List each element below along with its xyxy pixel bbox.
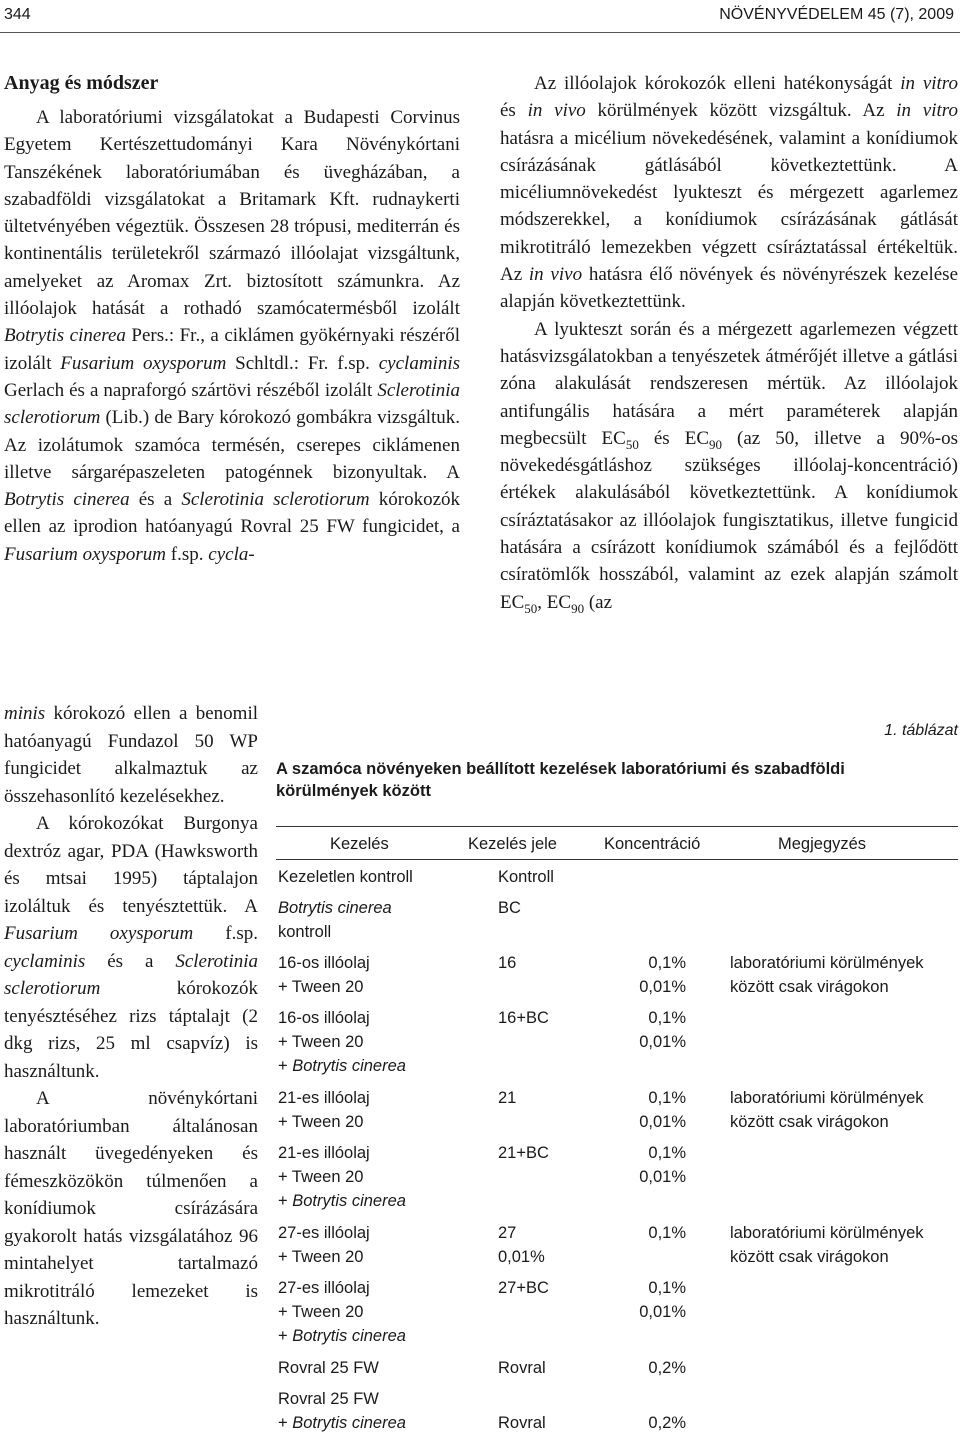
cell-megjegyzes: laboratóriumi körülmények között csak virágokon: [730, 1224, 924, 1266]
table-caption: A szamóca növényeken beállított kezelések laboratóriumi és szabadföldi körülmények között: [276, 760, 845, 800]
table-row: [276, 891, 958, 946]
cell-kezeles: Rovral 25 FW: [278, 1359, 379, 1377]
treatments-table: [276, 826, 958, 1432]
table-row: [276, 1001, 958, 1081]
cell-koncentracio: 0,1%: [648, 1224, 686, 1242]
section-heading: Anyag és módszer: [4, 72, 159, 94]
table-row: [276, 1216, 958, 1271]
species-name: Sclerotinia sclerotiorum: [181, 489, 370, 511]
paragraph-equipment: A növénykórtani laboratóriumban általánosan használt üvegedényeken és fémeszközökön túlmenően a konídiumok csírázására gyakorolt hatás vizsgálatához 96 mintahelyet tartalmazó mikrotitráló lemezeket is használtunk.: [4, 1088, 258, 1329]
left-column: [4, 70, 460, 568]
paragraph-efficacy: Az illóolajok kórokozók elleni hatékonyságát in vitro és in vivo körülmények között vizsgáltuk. Az in vitro hatásra a micélium növekedésének, valamint a konídiumok csírázásának gátlásából következtettünk. A micéliumnövekedést lyukteszt és mérgezett agarlemez módszerekkel, a konídiumok csírázásának gátlását mikrotitráló lemezekben végzett csíráztatással értékeltük. Az in vivo hatásra élő növények és növényrészek kezelése alapján következtettünk.: [500, 73, 959, 313]
species-name: Sclerotinia sclerotiorum: [4, 379, 460, 429]
cell-kezeles: 16-os illóolaj + Tween 20: [278, 954, 370, 996]
cell-koncentracio: [612, 896, 686, 920]
species-name: cycla-: [208, 543, 255, 565]
header-kezeles: Kezelés: [330, 835, 389, 853]
journal-title: NÖVÉNYVÉDELEM 45 (7), 2009: [719, 6, 954, 23]
cell-kezeles-jele: 27+BC: [498, 1279, 549, 1297]
species-name: Botrytis cinerea: [4, 325, 126, 347]
cell-megjegyzes: [730, 1387, 958, 1411]
cell-koncentracio: 0,1% 0,01%: [639, 954, 686, 996]
cell-kezeles: Botrytis cinerea kontroll: [278, 899, 392, 941]
cell-koncentracio: 0,2%: [648, 1359, 686, 1377]
cell-kezeles-jele: 21: [498, 1089, 517, 1107]
cell-koncentracio: 0,1% 0,01%: [639, 1009, 686, 1051]
cell-kezeles-jele: BC: [498, 899, 521, 917]
header-megjegyzes: Megjegyzés: [778, 835, 867, 853]
species-name: Botrytis cinerea: [4, 489, 130, 511]
cell-koncentracio: 0,2%: [648, 1414, 686, 1432]
running-header: [4, 6, 954, 28]
cell-kezeles: 27-es illóolaj + Tween 20: [278, 1224, 370, 1266]
header-kezeles-jele: Kezelés jele: [468, 835, 557, 853]
cell-koncentracio: [612, 865, 686, 889]
cell-kezeles-jele: 16+BC: [498, 1009, 549, 1027]
cell-megjegyzes: [730, 865, 958, 889]
table-row: [276, 1136, 958, 1216]
narrow-column: [4, 700, 258, 1333]
cell-kezeles-jele: 21+BC: [498, 1144, 549, 1162]
header-rule: [0, 32, 960, 33]
cell-megjegyzes: [730, 1006, 958, 1030]
cell-kezeles: 21-es illóolaj + Tween 20 + Botrytis cinerea: [278, 1144, 406, 1210]
species-name: Sclerotinia sclerotiorum: [4, 950, 258, 999]
cell-kezeles: Kezeletlen kontroll: [278, 868, 413, 886]
cell-megjegyzes: laboratóriumi körülmények között csak virágokon: [730, 1089, 924, 1131]
species-name: cyclaminis: [4, 950, 86, 972]
cell-koncentracio: 0,1% 0,01%: [639, 1279, 686, 1321]
paragraph-measurements: A lyukteszt során és a mérgezett agarlemezen végzett hatásvizsgálatokban a tenyészetek átmérőjét illetve a gátlási zóna alakulását rendszeresen mértük. Az illóolajok antifungális hatására a mért paraméterek alapján megbecsült $EC_{50}$ és $EC_{90}$ (az 50, illetve a 90%-os növekedésgátláshoz szükséges illóolaj-koncentráció) értékek alakulásából következtettünk. A konídiumok csíráztatásakor az illóolajok fungisztatikus, illetve fungicid hatására a csírázott konídiumok számából és a fejlődött csíratömlők hosszából, valamint az ezek alapján számolt $EC_{50}$, $EC_{90}$ (az: [500, 318, 959, 616]
table-row: [276, 1351, 958, 1382]
species-name: Fusarium oxysporum: [60, 352, 227, 374]
cell-kezeles-jele: 27 0,01%: [498, 1224, 545, 1266]
cell-kezeles-jele: 16: [498, 954, 517, 972]
cell-megjegyzes: [730, 896, 958, 920]
cell-kezeles-jele: Rovral: [498, 1414, 546, 1432]
cell-kezeles: 21-es illóolaj + Tween 20: [278, 1089, 370, 1131]
cell-kezeles: 16-os illóolaj + Tween 20 + Botrytis cinerea: [278, 1009, 406, 1075]
cell-koncentracio: 0,1% 0,01%: [639, 1144, 686, 1186]
table-row: [276, 1271, 958, 1351]
species-name: Fusarium oxysporum: [4, 923, 194, 944]
species-name: Fusarium oxysporum: [4, 543, 167, 565]
cell-koncentracio: 0,1% 0,01%: [639, 1089, 686, 1131]
paragraph-materials: A laboratóriumi vizsgálatokat a Budapesti Corvinus Egyetem Kertészettudományi Kara Növénykórtani Tanszékének laboratóriumában és üvegházában, a szabadföldi vizsgálatokat a Britamark Kft. rudnaykerti ültetvényében végeztük. Összesen 28 trópusi, mediterrán és kontinentális területekről származó illóolajat vizsgáltunk, amelyeket az Aromax Zrt. biztosított számunkra. Az illóolajok hatását a rothadó szamócatermésből izolált Botrytis cinerea Pers.: Fr., a ciklámen gyökérnyaki részéről izolált Fusarium oxysporum Schltdl.: Fr. f.sp. cyclaminis Gerlach és a napraforgó szártövi részéből izolált Sclerotinia sclerotiorum (Lib.) de Bary kórokozó gombákra vizsgáltuk. Az izolátumok szamóca termésén, cserepes ciklámenen illetve sárgarépaszeleten patogénnek bizonyultak. A Botrytis cinerea és a Sclerotinia sclerotiorum kórokozók ellen az iprodion hatóanyagú Rovral 25 FW fungicidet, a Fusarium oxysporum f.sp. cycla-: [4, 107, 460, 565]
cell-megjegyzes: [730, 1356, 958, 1380]
cell-megjegyzes: laboratóriumi körülmények között csak virágokon: [730, 954, 924, 996]
table-header: [276, 827, 958, 860]
table-row: [276, 1081, 958, 1136]
table-body: [276, 860, 958, 1432]
page-number: 344: [4, 6, 31, 23]
species-name: cyclaminis: [378, 352, 460, 374]
cell-megjegyzes: [730, 1276, 958, 1300]
table-row: [276, 1382, 958, 1432]
cell-megjegyzes: [730, 1141, 958, 1165]
cell-kezeles-jele: Rovral: [498, 1359, 546, 1377]
header-koncentracio: Koncentráció: [604, 835, 701, 853]
table-number: 1. táblázat: [884, 722, 958, 739]
table-row: [276, 860, 958, 891]
cell-kezeles-jele: Kontroll: [498, 868, 554, 886]
paragraph-cultures: A kórokozókat Burgonya dextróz agar, PDA (Hawksworth és mtsai 1995) táptalajon izoláltuk és tenyésztettük. A Fusarium oxysporum f.sp. cyclaminis és a Sclerotinia sclerotiorum kórokozók tenyésztéséhez rizs táptalajt (2 dkg rizs, 25 ml csapvíz) is használtunk.: [4, 813, 258, 1082]
table-row: [276, 946, 958, 1001]
right-column: [500, 70, 958, 616]
paragraph-continued: minis kórokozó ellen a benomil hatóanyagú Fundazol 50 WP fungicidet alkalmaztuk az összehasonlító kezelésekhez.: [4, 703, 258, 807]
cell-kezeles: 27-es illóolaj + Tween 20 + Botrytis cinerea: [278, 1279, 406, 1345]
cell-kezeles: Rovral 25 FW + Botrytis cinerea: [278, 1390, 406, 1432]
